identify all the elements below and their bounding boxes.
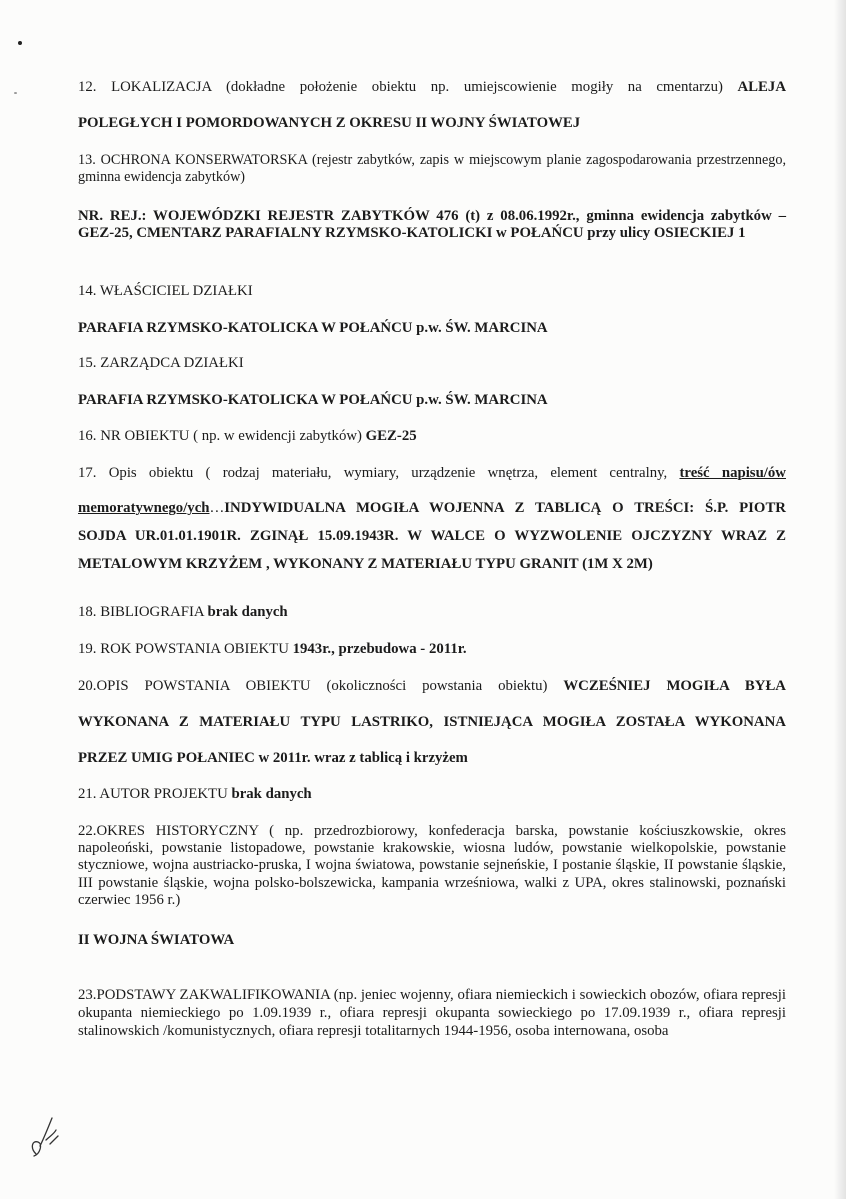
section-15-value: [78, 392, 786, 409]
s15-label: 15. ZARZĄDCA DZIAŁKI: [78, 355, 244, 371]
s20-value-a: WCZEŚNIEJ MOGIŁA BYŁA: [563, 678, 786, 694]
s12-value-b: POLEGŁYCH I POMORDOWANYCH Z OKRESU II WOJNY ŚWIATOWEJ: [78, 115, 581, 131]
s19-label: 19. ROK POWSTANIA OBIEKTU: [78, 641, 289, 657]
s18-label: 18. BIBLIOGRAFIA: [78, 604, 204, 620]
section-22: [78, 823, 786, 909]
section-14: [78, 283, 786, 300]
s13-label: 13. OCHRONA KONSERWATORSKA (rejestr zabytków, zapis w miejscowym planie zagospodarowania przestrzennego, gminna ewidencja zabytków): [78, 152, 786, 185]
section-18: [78, 604, 786, 621]
s17-value-3: METALOWYM KRZYŻEM , WYKONANY Z MATERIAŁU TYPU GRANIT (1M X 2M): [78, 556, 653, 572]
s21-label: 21. AUTOR PROJEKTU: [78, 786, 228, 802]
section-17-value: memoratywnego/ych…INDYWIDUALNA MOGIŁA WOJENNA Z TABLICĄ O TREŚCI: Ś.P. PIOTR SOJDA UR.01.01.1901R. ZGINĄŁ 15.09.1943R. W WALCE O WYZWOLENIE OJCZYZNY WRAZ Z METALOWYM KRZYŻEM , WYKONANY Z MATERIAŁU TYPU GRANIT (1M X 2M): [78, 500, 786, 572]
section-22-value: [78, 932, 786, 949]
s17-value-2: SOJDA UR.01.01.1901R. ZGINĄŁ 15.09.1943R. W WALCE O WYZWOLENIE OJCZYZNY WRAZ Z: [78, 528, 786, 544]
section-21: [78, 786, 786, 803]
section-15: [78, 355, 786, 372]
scan-speck: [18, 41, 22, 45]
s22-label: 22.OKRES HISTORYCZNY ( np. przedrozbiorowy, konfederacja barska, powstanie kościuszkowskie, okres napoleoński, powstanie listopadowe, powstanie krakowskie, wiosna ludów, powstanie wielkopolskie, powstanie styczniowe, wojna austriacko-pruska, I wojna światowa, powstanie sejneńskie, I postanie śląskie, II powstanie śląskie, III powstanie śląskie, wojna polsko-bolszewicka, kampania wrześniowa, walki z UPA, okres stalinowski, poznański czerwiec 1956 r.): [78, 823, 786, 908]
section-19: [78, 641, 786, 658]
section-12-cont: [78, 115, 786, 132]
s15-value: PARAFIA RZYMSKO-KATOLICKA W POŁAŃCU p.w. ŚW. MARCINA: [78, 392, 548, 408]
s17-value-1: INDYWIDUALNA MOGIŁA WOJENNA Z TABLICĄ O TREŚCI: Ś.P. PIOTR: [224, 500, 786, 516]
s17-label-underlined-2: memoratywnego/ych: [78, 500, 210, 516]
section-14-value: [78, 320, 786, 337]
section-12: [78, 79, 786, 96]
s16-value: GEZ-25: [365, 428, 417, 444]
s12-value-a: ALEJA: [737, 79, 787, 95]
section-13-value: [78, 208, 786, 242]
section-16: [78, 428, 786, 445]
s20-value-b: WYKONANA Z MATERIAŁU TYPU LASTRIKO, ISTNIEJĄCA MOGIŁA ZOSTAŁA WYKONANA: [78, 714, 786, 730]
s13-value-1: NR. REJ.: WOJEWÓDZKI REJESTR ZABYTKÓW 476 (t) z 08.06.1992r., gminna ewidencja zabytków –: [78, 208, 786, 224]
scan-edge-shadow: [834, 0, 846, 1199]
s17-label: 17. Opis obiektu ( rodzaj materiału, wymiary, urządzenie wnętrza, element centralny,: [78, 465, 668, 481]
section-13: [78, 152, 786, 186]
section-20-cont-2: [78, 750, 786, 767]
section-17: [78, 465, 786, 482]
s20-value-c: PRZEZ UMIG POŁANIEC w 2011r. wraz z tablicą i krzyżem: [78, 750, 468, 766]
section-20: [78, 678, 786, 695]
s16-label: 16. NR OBIEKTU ( np. w ewidencji zabytków): [78, 428, 362, 444]
s14-label: 14. WŁAŚCICIEL DZIAŁKI: [78, 283, 253, 299]
s17-label-underlined-1: treść napisu/ów: [679, 465, 786, 481]
s22-value: II WOJNA ŚWIATOWA: [78, 932, 235, 948]
scan-speck: [14, 92, 17, 94]
s18-value: brak danych: [207, 604, 288, 620]
s14-value: PARAFIA RZYMSKO-KATOLICKA W POŁAŃCU p.w. ŚW. MARCINA: [78, 320, 548, 336]
s13-value-2: GEZ-25, CMENTARZ PARAFIALNY RZYMSKO-KATOLICKI w POŁAŃCU przy ulicy OSIECKIEJ 1: [78, 225, 746, 241]
section-20-cont: [78, 714, 786, 731]
handwritten-signature: [28, 1110, 62, 1160]
section-23: [78, 986, 786, 1040]
s23-label: 23.PODSTAWY ZAKWALIFIKOWANIA (np. jeniec wojenny, ofiara niemieckich i sowieckich obozów, ofiara represji okupanta niemieckiego po 1.09.1939 r., ofiara represji okupanta sowieckiego po 17.09.1939 r., ofiara represji stalinowskich /komunistycznych, ofiara represji totalitarnych 1944-1956, osoba internowana, osoba: [78, 987, 786, 1039]
s19-value: 1943r., przebudowa - 2011r.: [292, 641, 467, 657]
s12-label: 12. LOKALIZACJA (dokładne położenie obiektu np. umiejscowienie mogiły na cmentarzu): [78, 79, 723, 95]
s20-label: 20.OPIS POWSTANIA OBIEKTU (okoliczności powstania obiektu): [78, 678, 548, 694]
s21-value: brak danych: [231, 786, 312, 802]
